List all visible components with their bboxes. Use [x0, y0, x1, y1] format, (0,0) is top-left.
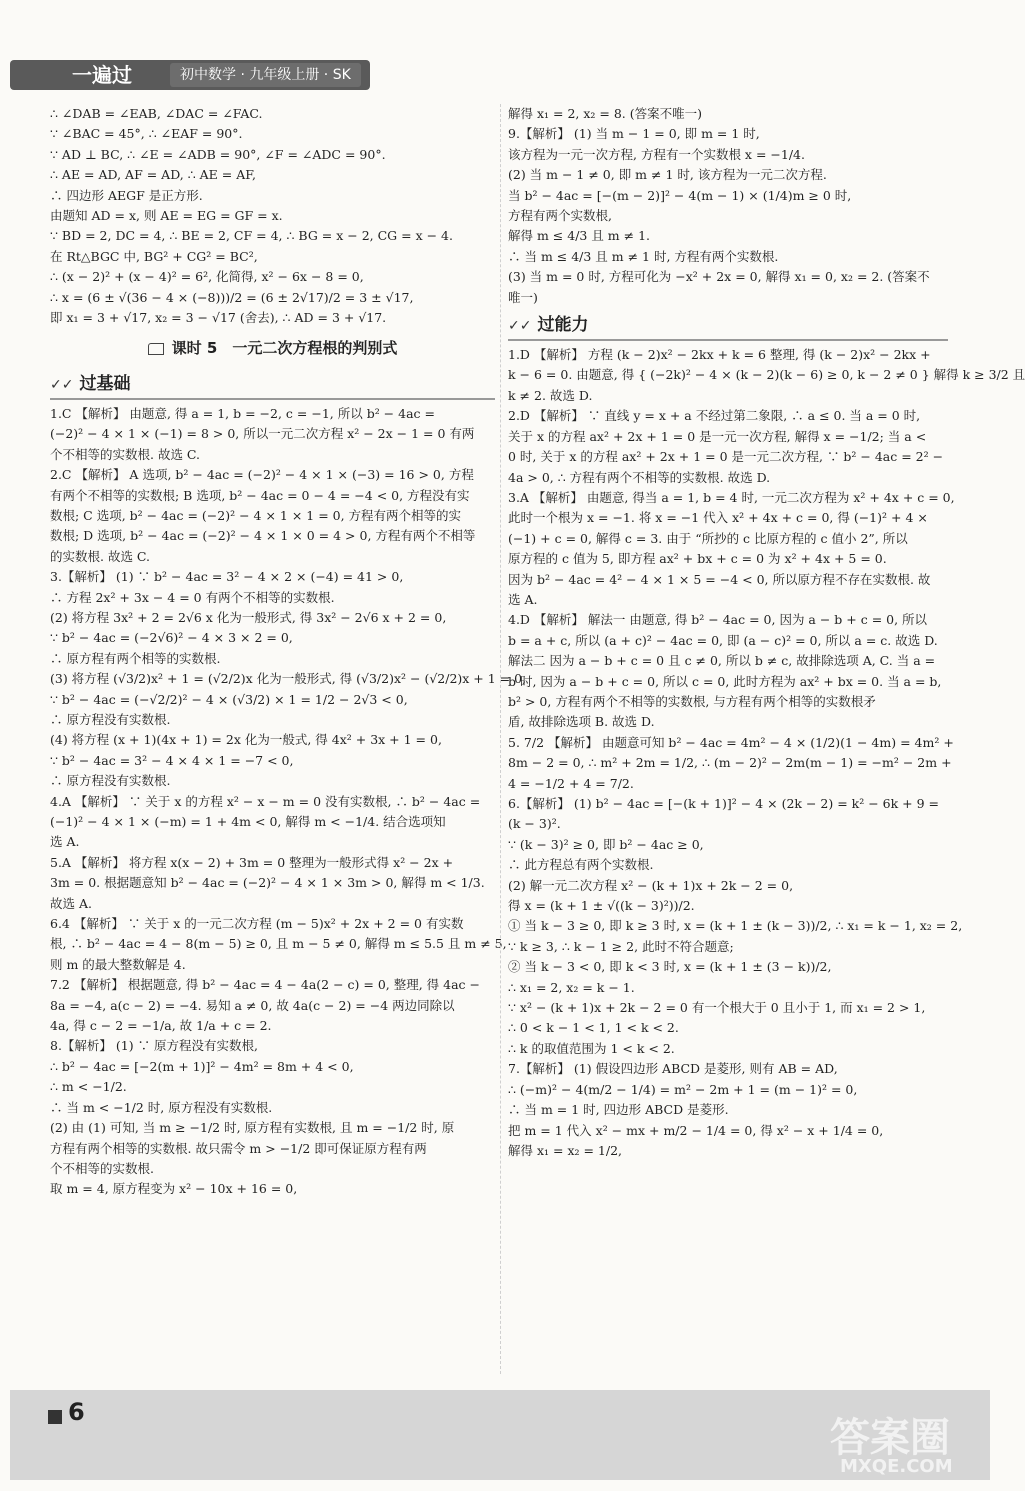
text-line: 由题知 AD = x, 则 AE = EG = GF = x.	[50, 208, 283, 224]
text-line: 解得 x₁ = x₂ = 1/2,	[508, 1142, 623, 1158]
watermark: 答案圈	[830, 1415, 950, 1461]
text-line: (3) 当 m = 0 时, 方程可化为 −x² + 2x = 0, 解得 x₁ = 0, x₂ = 2. (答案不	[508, 269, 930, 285]
text-line: 因为 b² − 4ac = 4² − 4 × 1 × 5 = −4 < 0, 所以原方程不存在实数根. 故	[508, 571, 931, 587]
text-line: 取 m = 4, 原方程变为 x² − 10x + 16 = 0,	[50, 1181, 298, 1197]
text-line: 选 A.	[508, 591, 538, 607]
text-line: 方程有两个实数根,	[508, 208, 612, 224]
right-column	[508, 104, 1025, 1161]
left-answers	[50, 404, 527, 1200]
text-line: b² > 0, 方程有两个不相等的实数根, 与方程有两个相等的实数根矛	[508, 693, 876, 709]
text-line: ∵ b² − 4ac = 3² − 4 × 4 × 1 = −7 < 0,	[50, 752, 294, 768]
right-top-solution	[508, 104, 948, 308]
text-line: 解得 m ≤ 4/3 且 m ≠ 1.	[508, 228, 651, 244]
text-line: 即 x₁ = 3 + √17, x₂ = 3 − √17 (舍去), ∴ AD = 3 + √17.	[50, 310, 387, 326]
text-line: 的实数根. 故选 C.	[50, 548, 151, 564]
text-line: ∴ 原方程没有实数根.	[50, 773, 171, 789]
page-header	[10, 60, 370, 90]
text-line: 选 A.	[50, 834, 80, 850]
text-line: ∵ b² − 4ac = (−√2/2)² − 4 × (√3/2) × 1 = 1/2 − 2√3 < 0,	[50, 691, 408, 707]
text-line: ∵ AD ⊥ BC, ∴ ∠E = ∠ADB = 90°, ∠F = ∠ADC = 90°.	[50, 146, 386, 162]
text-line: 0 时, 关于 x 的方程 ax² + 2x + 1 = 0 是一元二次方程, ∵ b² − 4ac = 2² −	[508, 449, 944, 465]
text-line: (2) 当 m − 1 ≠ 0, 即 m ≠ 1 时, 该方程为一元二次方程.	[508, 167, 827, 183]
text-line: 关于 x 的方程 ax² + 2x + 1 = 0 是一元一次方程, 解得 x = −1/2; 当 a <	[508, 428, 927, 444]
text-line: 6.【解析】 (1) b² − 4ac = [−(k + 1)]² − 4 × (2k − 2) = k² − 6k + 9 =	[508, 796, 939, 811]
text-line: ∴ AE = AD, AF = AD, ∴ AE = AF,	[50, 167, 256, 183]
text-line: ∵ k ≥ 3, ∴ k − 1 ≥ 2, 此时不符合题意;	[508, 938, 734, 954]
lesson-title: 课时 5 一元二次方程根的判别式	[50, 338, 495, 358]
text-line: 盾, 故排除选项 B. 故选 D.	[508, 714, 655, 730]
text-line: 4.D 【解析】 解法一 由题意, 得 b² − 4ac = 0, 因为 a − b + c = 0, 所以	[508, 612, 928, 628]
text-line: 则 m 的最大整数解是 4.	[50, 956, 186, 972]
text-line: 3m = 0. 根据题意知 b² − 4ac = (−2)² − 4 × 1 × 3m > 0, 解得 m < 1/3.	[50, 875, 485, 891]
text-line: 当 b² − 4ac = [−(m − 2)]² − 4(m − 1) × (1/4)m ≥ 0 时,	[508, 187, 852, 203]
text-line: ∵ x² − (k + 1)x + 2k − 2 = 0 有一个根大于 0 且小于 1, 而 x₁ = 2 > 1,	[508, 1000, 926, 1016]
text-line: (4) 将方程 (x + 1)(4x + 1) = 2x 化为一般式, 得 4x² + 3x + 1 = 0,	[50, 732, 442, 748]
text-line: (−1)² − 4 × 1 × (−m) = 1 + 4m < 0, 解得 m < −1/4. 结合选项知	[50, 814, 446, 829]
text-line: (−2)² − 4 × 1 × (−1) = 8 > 0, 所以一元二次方程 x² − 2x − 1 = 0 有两	[50, 426, 475, 442]
text-line: 原方程的 c 值为 5, 即方程 ax² + bx + c = 0 为 x² + 4x + 5 = 0.	[508, 551, 887, 567]
text-line: (2) 由 (1) 可知, 当 m ≥ −1/2 时, 原方程有实数根, 且 m = −1/2 时, 原	[50, 1120, 455, 1136]
text-line: ∴ x₁ = 2, x₂ = k − 1.	[508, 979, 635, 995]
text-line: 故选 A.	[50, 895, 92, 911]
text-line: b = a + c, 所以 (a + c)² − 4ac = 0, 即 (a − c)² = 0, 所以 a = c. 故选 D.	[508, 632, 938, 648]
text-line: ∴ 四边形 AEGF 是正方形.	[50, 187, 203, 203]
text-line: (2) 解一元二次方程 x² − (k + 1)x + 2k − 2 = 0,	[508, 877, 794, 893]
book-subtitle: 初中数学 · 九年级上册 · SK	[170, 63, 361, 87]
text-line: b 时, 因为 a − b + c = 0, 所以 c = 0, 此时方程为 ax² + bx = 0. 当 a = b,	[508, 673, 942, 689]
text-line: ∴ 0 < k − 1 < 1, 1 < k < 2.	[508, 1020, 679, 1036]
text-line: ∴ 原方程有两个相等的实数根.	[50, 650, 221, 666]
check-icon: ✓✓	[50, 376, 74, 393]
text-line: ∵ ∠BAC = 45°, ∴ ∠EAF = 90°.	[50, 126, 243, 142]
text-line: ∴ 当 m = 1 时, 四边形 ABCD 是菱形.	[508, 1102, 729, 1118]
text-line: 7.2 【解析】 根据题意, 得 b² − 4ac = 4 − 4a(2 − c) = 0, 整理, 得 4ac −	[50, 977, 481, 993]
text-line: ∵ b² − 4ac = (−2√6)² − 4 × 3 × 2 = 0,	[50, 630, 293, 646]
text-line: 2.D 【解析】 ∵ 直线 y = x + a 不经过第二象限, ∴ a ≤ 0. 当 a = 0 时,	[508, 408, 921, 424]
text-line: ∵ (k − 3)² ≥ 0, 即 b² − 4ac ≥ 0,	[508, 836, 704, 852]
text-line: 2.C 【解析】 A 选项, b² − 4ac = (−2)² − 4 × 1 × (−3) = 16 > 0, 方程	[50, 467, 474, 483]
page-number: 6	[68, 1398, 85, 1426]
text-line: ∵ BD = 2, DC = 4, ∴ BE = 2, CF = 4, ∴ BG = x − 2, CG = x − 4.	[50, 228, 453, 244]
text-line: 根, ∴ b² − 4ac = 4 − 8(m − 5) ≥ 0, 且 m − 5 ≠ 0, 解得 m ≤ 5.5 且 m ≠ 5,	[50, 936, 507, 952]
text-line: 5. 7/2 【解析】 由题意可知 b² − 4ac = 4m² − 4 × (1/2)(1 − 4m) = 4m² +	[508, 734, 954, 750]
text-line: 解法二 因为 a − b + c = 0 且 c ≠ 0, 所以 b ≠ c, 故排除选项 A, C. 当 a =	[508, 653, 936, 669]
text-line: ① 当 k − 3 ≥ 0, 即 k ≥ 3 时, x = (k + 1 ± (k − 3))/2, ∴ x₁ = k − 1, x₂ = 2,	[508, 918, 963, 934]
text-line: ∴ 当 m ≤ 4/3 且 m ≠ 1 时, 方程有两个实数根.	[508, 248, 779, 264]
text-line: 4 = −1/2 + 4 = 7/2.	[508, 775, 634, 791]
text-line: 有两个不相等的实数根; B 选项, b² − 4ac = 0 − 4 = −4 < 0, 方程没有实	[50, 487, 470, 503]
text-line: ∴ 原方程没有实数根.	[50, 711, 171, 727]
text-line: (−1) + c = 0, 解得 c = 3. 由于 “所抄的 c 比原方程的 c 值小 2”, 所以	[508, 530, 908, 546]
text-line: k ≠ 2. 故选 D.	[508, 387, 593, 403]
text-line: 8a = −4, a(c − 2) = −4. 易知 a ≠ 0, 故 4a(c − 2) = −4 两边同除以	[50, 997, 455, 1013]
text-line: 1.C 【解析】 由题意, 得 a = 1, b = −2, c = −1, 所以 b² − 4ac =	[50, 405, 435, 421]
text-line: 8m − 2 = 0, ∴ m² + 2m = 1/2, ∴ (m − 2)² − 2m(m − 1) = −m² − 2m +	[508, 755, 952, 771]
book-icon	[148, 343, 164, 355]
text-line: ② 当 k − 3 < 0, 即 k < 3 时, x = (k + 1 ± (3 − k))/2,	[508, 959, 832, 975]
text-line: 5.A 【解析】 将方程 x(x − 2) + 3m = 0 整理为一般形式得 x² − 2x +	[50, 854, 454, 870]
text-line: (k − 3)².	[508, 816, 561, 832]
brand-title: 一遍过	[72, 63, 132, 87]
text-line: 数根; D 选项, b² − 4ac = (−2)² − 4 × 1 × 0 = 4 > 0, 方程有两个不相等	[50, 528, 476, 544]
text-line: ∴ (−m)² − 4(m/2 − 1/4) = m² − 2m + 1 = (m − 1)² = 0,	[508, 1081, 858, 1097]
text-line: ∴ 方程 2x² + 3x − 4 = 0 有两个不相等的实数根.	[50, 589, 335, 605]
text-line: 3.【解析】 (1) ∵ b² − 4ac = 3² − 4 × 2 × (−4) = 41 > 0,	[50, 569, 404, 585]
text-line: 8.【解析】 (1) ∵ 原方程没有实数根,	[50, 1038, 259, 1054]
text-line: 4.A 【解析】 ∵ 关于 x 的方程 x² − x − m = 0 没有实数根, ∴ b² − 4ac =	[50, 793, 481, 809]
page-footer	[10, 1390, 990, 1480]
text-line: 9.【解析】 (1) 当 m − 1 = 0, 即 m = 1 时,	[508, 126, 760, 142]
section-ability: ✓✓ 过能力	[508, 312, 948, 341]
text-line: 方程有两个相等的实数根. 故只需令 m > −1/2 即可保证原方程有两	[50, 1140, 427, 1156]
text-line: 4a, 得 c − 2 = −1/a, 故 1/a + c = 2.	[50, 1018, 272, 1034]
text-line: 唯一)	[508, 289, 538, 305]
text-line: 1.D 【解析】 方程 (k − 2)x² − 2kx + k = 6 整理, 得 (k − 2)x² − 2kx +	[508, 347, 931, 363]
column-divider	[500, 104, 501, 1374]
page-marker	[48, 1410, 62, 1424]
text-line: ∴ b² − 4ac = [−2(m + 1)]² − 4m² = 8m + 4 < 0,	[50, 1058, 354, 1074]
text-line: 解得 x₁ = 2, x₂ = 8. (答案不唯一)	[508, 106, 702, 121]
left-top-solution	[50, 104, 495, 328]
check-icon: ✓✓	[508, 318, 532, 335]
text-line: ∴ x = (6 ± √(36 − 4 × (−8)))/2 = (6 ± 2√17)/2 = 3 ± √17,	[50, 289, 414, 305]
text-line: ∴ 当 m < −1/2 时, 原方程没有实数根.	[50, 1099, 273, 1115]
text-line: k − 6 = 0. 由题意, 得 { (−2k)² − 4 × (k − 2)(k − 6) ≥ 0, k − 2 ≠ 0 } 解得 k ≥ 3/2 且	[508, 367, 1025, 383]
text-line: 该方程为一元一次方程, 方程有一个实数根 x = −1/4.	[508, 146, 805, 162]
text-line: 数根; C 选项, b² − 4ac = (−2)² − 4 × 1 × 1 = 0, 方程有两个相等的实	[50, 507, 462, 523]
text-line: (2) 将方程 3x² + 2 = 2√6 x 化为一般形式, 得 3x² − 2√6 x + 2 = 0,	[50, 609, 447, 625]
watermark-url: MXQE.COM	[840, 1456, 953, 1477]
text-line: 4a > 0, ∴ 方程有两个不相等的实数根. 故选 D.	[508, 469, 771, 485]
text-line: 得 x = (k + 1 ± √((k − 3)²))/2.	[508, 898, 695, 914]
text-line: 个不相等的实数根. 故选 C.	[50, 446, 201, 462]
text-line: 3.A 【解析】 由题意, 得当 a = 1, b = 4 时, 一元二次方程为 x² + 4x + c = 0,	[508, 489, 955, 505]
text-line: ∴ (x − 2)² + (x − 4)² = 6², 化简得, x² − 6x − 8 = 0,	[50, 269, 364, 285]
text-line: (3) 将方程 (√3/2)x² + 1 = (√2/2)x 化为一般形式, 得 (√3/2)x² − (√2/2)x + 1 = 0,	[50, 671, 527, 687]
text-line: ∴ k 的取值范围为 1 < k < 2.	[508, 1040, 675, 1056]
text-line: 在 Rt△BGC 中, BG² + CG² = BC²,	[50, 248, 258, 264]
text-line: 6.4 【解析】 ∵ 关于 x 的一元二次方程 (m − 5)x² + 2x + 2 = 0 有实数	[50, 916, 464, 932]
text-line: ∴ m < −1/2.	[50, 1079, 127, 1095]
text-line: 把 m = 1 代入 x² − mx + m/2 − 1/4 = 0, 得 x² − x + 1/4 = 0,	[508, 1122, 884, 1138]
text-line: 此时一个根为 x = −1. 将 x = −1 代入 x² + 4x + c = 0, 得 (−1)² + 4 ×	[508, 510, 928, 526]
text-line: ∴ 此方程总有两个实数根.	[508, 857, 654, 873]
text-line: 个不相等的实数根.	[50, 1160, 154, 1176]
right-answers	[508, 345, 1025, 1161]
section-basic: ✓✓ 过基础	[50, 371, 495, 400]
text-line: 7.【解析】 (1) 假设四边形 ABCD 是菱形, 则有 AB = AD,	[508, 1061, 838, 1077]
text-line: ∴ ∠DAB = ∠EAB, ∠DAC = ∠FAC.	[50, 106, 263, 121]
